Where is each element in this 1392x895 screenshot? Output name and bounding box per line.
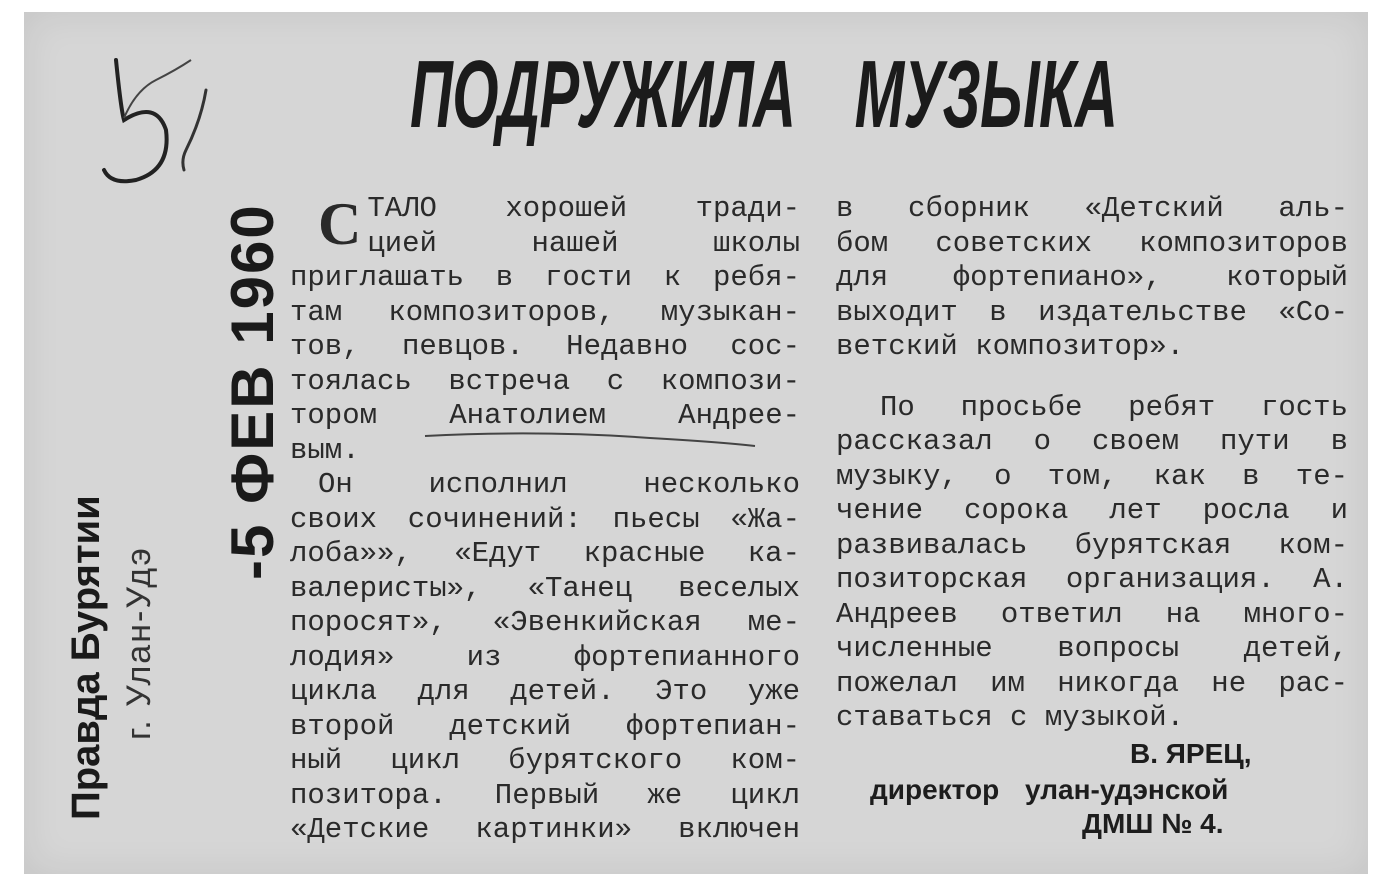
article-line: лодия» из фортепианного — [290, 640, 800, 674]
author-title: директор улан-удэнской — [870, 774, 1229, 805]
article-line: По просьбе ребят гость — [880, 390, 1348, 424]
article-line: позитора. Первый же цикл — [290, 778, 800, 812]
article-line: «Детские картинки» включен — [290, 813, 800, 846]
article-line: валеристы», «Танец веселых — [290, 571, 800, 605]
article-line: второй детский фортепиан- — [290, 709, 800, 743]
paragraph-gap — [836, 365, 1348, 391]
article-line: приглашать в гости к ребя- — [290, 261, 800, 294]
article-line: ТАЛО хорошей тради- — [367, 192, 800, 225]
author-name: В. ЯРЕЦ, — [1130, 738, 1252, 769]
article-line: выходит в издательстве «Со- — [836, 295, 1348, 329]
article-line: Андреев ответил на много- — [836, 597, 1348, 631]
author-organization: ДМШ № 4. — [1082, 808, 1224, 839]
date-stamp: -5 ФЕВ 1960 — [219, 203, 286, 580]
article-line: тором Анатолием Андрее- — [290, 399, 800, 432]
article-line: своих сочинений: пьесы «Жа- — [290, 502, 800, 536]
newspaper-name-stamp: Правда Бурятии — [64, 495, 108, 820]
article-line: цикла для детей. Это уже — [290, 675, 800, 708]
article-line: ный цикл бурятского ком- — [290, 744, 800, 777]
article-column-right — [836, 192, 1348, 736]
article-line: в сборник «Детский аль- — [836, 192, 1348, 225]
article-line: рассказал о своем пути в — [836, 425, 1348, 458]
article-line: там композиторов, музыкан- — [290, 295, 800, 329]
article-line: пожелал им никогда не рас- — [836, 666, 1348, 700]
article-line: развивалась бурятская ком- — [836, 528, 1348, 562]
article-line: цией нашей школы — [367, 226, 800, 260]
article-line: ставаться с музыкой. — [836, 701, 1185, 734]
pencil-underline — [420, 428, 760, 458]
article-line: вым. — [290, 433, 360, 467]
article-line: чение сорока лет росла и — [836, 494, 1348, 527]
article-line: численные вопросы детей, — [836, 632, 1348, 665]
article-line: тов, певцов. Недавно сос- — [290, 330, 800, 363]
article-line: бом советских композиторов — [836, 226, 1348, 260]
handwritten-number-mark — [96, 50, 226, 200]
article-line: поросят», «Эвенкийская ме- — [290, 606, 800, 639]
article-line: лоба»», «Едут красные ка- — [290, 537, 800, 570]
article-line: тоялась встреча с компози- — [290, 364, 800, 398]
article-line: ветский композитор». — [836, 330, 1185, 363]
headline: ПОДРУЖИЛА МУЗЫКА — [410, 41, 1118, 148]
article-line: музыку, о том, как в те- — [836, 459, 1348, 493]
article-line: позиторская организация. А. — [836, 563, 1348, 596]
article-line: Он исполнил несколько — [318, 468, 800, 501]
drop-cap: С — [318, 191, 362, 257]
article-line: для фортепиано», который — [836, 261, 1348, 294]
article-column-left — [290, 192, 800, 848]
city-stamp: г. Улан-Удэ — [120, 546, 158, 740]
